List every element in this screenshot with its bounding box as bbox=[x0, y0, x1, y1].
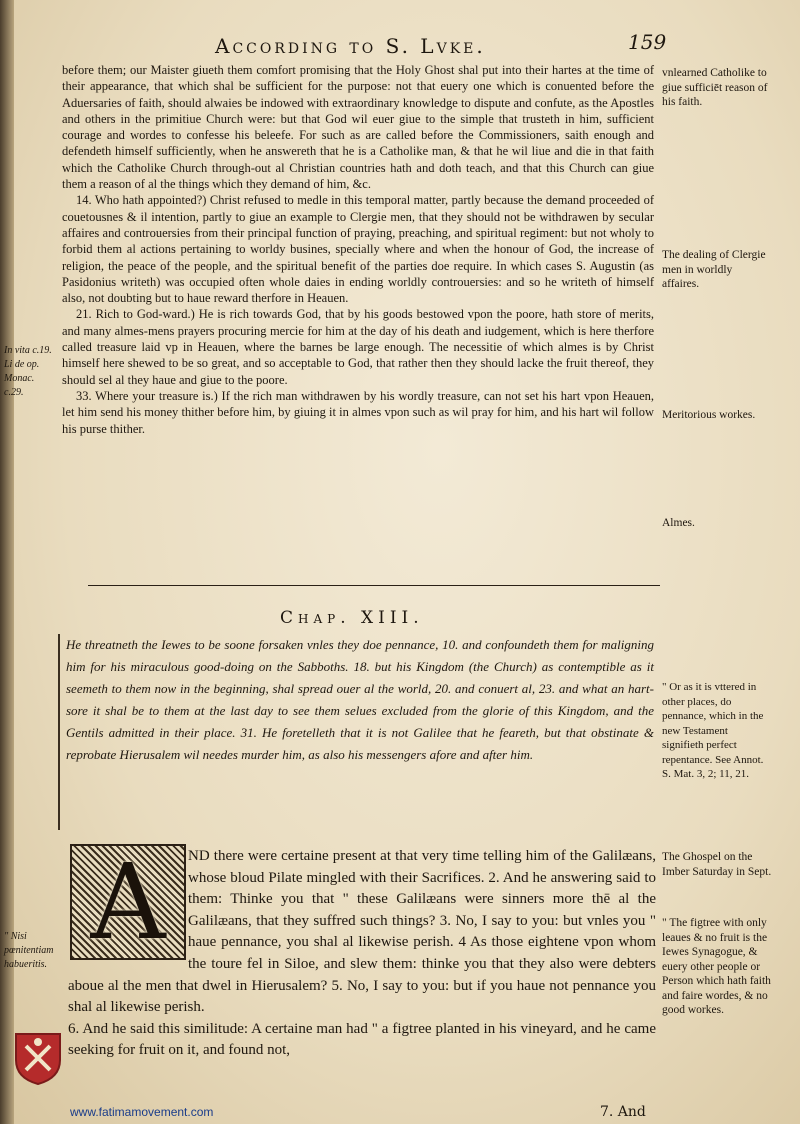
papal-emblem-icon bbox=[12, 1030, 64, 1086]
annotation-paragraph: before them; our Maister giueth them comfort promising that the Holy Ghost shal put into their hartes at the time of their appearance, that which shal be sufficient for the purpose: not that euery one which is conuented before the Aduersaries of faith, should alwaies be indowed with extraordinary knowledge to dispute and confute, as the Apostles and others in the primitiue Church were: but that God wil euer giue to the simple that trusteth in him, sufficient courage and wordes to confesse his beleefe. For such as are called before the Commissioners, saith enough and defendeth himself sufficiently, when he answereth that he is a Catholike man, & that he wil liue and die in that faith which the Catholike Church through-out al Christian countries hath and doth teach, and that this Church can giue them a reason of al the things which they demand of him, &c. bbox=[62, 63, 654, 192]
page-number: 159 bbox=[628, 30, 667, 54]
annotation-paragraph: 21. Rich to God-ward.) He is rich towards God, that by his goods bestowed vpon the poore, hath store of merits, and many almes-mens prayers procuring mercie for him at the day of his death and iudgement, which is here therfore called treasure laid vp in Heauen, where the barnes be large enough. The necessitie of which almes is by Christ himself here shewed to be so great, and so acceptable to God, that rather then they should lacke the fruit thereof, they should sel al they haue and giue to the poore. bbox=[62, 307, 654, 387]
gospel-text bbox=[68, 841, 656, 1062]
initial-letter: A bbox=[90, 841, 166, 963]
gospel-paragraph: ND there were certaine present at that very time telling him of the Galilæans, whose bloud Pilate mingled with their Sacrifices. 2. And he answering said to them: Thinke you that " these Galilæans were sinners more thē al the Galilæans, that they suffred such things? 3. No, I say to you: but vnles you " haue pennance, you shal al likewise perish. 4 As those eightene vpon whom the toure fel in Siloe, and slew them: thinke you that they also were debters aboue al the men that dwel in Hierusalem? 5. No, I say to you: but if you haue not pennance you shal al likewise perish. bbox=[68, 848, 656, 1016]
margin-note-right: vnlearned Catholike to giue sufficiēt reason of his faith. bbox=[662, 67, 768, 108]
margin-note-right: Almes. bbox=[662, 517, 695, 529]
catchword: 7. And bbox=[600, 1104, 646, 1120]
margin-note-left: In vita c.19. Li de op. Monac. c.29. bbox=[4, 345, 52, 398]
gospel-paragraph: 6. And he said this similitude: A certaine man had " a figtree planted in his vineyard, and he came seeking for fruit on it, and found not, bbox=[68, 1020, 656, 1059]
chapter-heading: Chap. XIII. bbox=[280, 608, 424, 628]
website-watermark[interactable]: www.fatimamovement.com bbox=[70, 1105, 214, 1119]
margin-note-left: " Nisi pœnitentiam habueritis. bbox=[4, 931, 54, 970]
section-divider bbox=[88, 585, 660, 586]
annotations-block bbox=[62, 62, 654, 437]
annotation-paragraph: 14. Who hath appointed?) Christ refused to medle in this temporal matter, partly because the demand proceeded of couetousnes & il intention, partly to giue an example to Clergie men, that they should not be withdrawen by secular affaires and controuersies from their principal function of praying, preaching, and spiritual regiment: but not wholy to forbid them al actions pertaining to worldy busines, specially where and when the honour of God, the increase of religion, the peace of the people, and the spiritual benefit of the parties doe require. In which cases S. Augustin (as Pasidonius writeth) was occupied often whole daies in ending worldly controuersies: and so he writeth of himself also, not doubting but to haue reward therfore in Heauen. bbox=[62, 193, 654, 306]
annotation-paragraph: 33. Where your treasure is.) If the rich man withdrawen by his wordly treasure, can not set his hart vpon Heauen, let him send his money thither before him, by giuing it in almes vpon such as wil pray for him, and his hart wil follow his purse thither. bbox=[62, 388, 654, 436]
running-header: According to S. Lvke. bbox=[215, 34, 486, 58]
margin-note-right: The dealing of Clergie men in worldly affaires. bbox=[662, 249, 766, 290]
margin-note-right: Meritorious workes. bbox=[662, 409, 756, 421]
margin-note-right: " Or as it is vttered in other places, do pennance, which in the new Testament signifieth perfect repentance. See Annot. S. Mat. 3, 2; 11, 21. bbox=[662, 681, 764, 780]
margin-note-right: The Ghospel on the Imber Saturday in Sept. bbox=[662, 851, 772, 878]
margin-note-right: " The figtree with only leaues & no fruit is the Iewes Synagogue, & euery other people or Person which hath faith and faire wordes, & no good workes. bbox=[662, 917, 771, 1016]
chapter-summary: He threatneth the Iewes to be soone forsaken vnles they doe pennance, 10. and confoundeth them for maligning him for his miraculous good-doing on the Sabboths. 18. but his Kingdom (the Church) as contemptible as it seemeth to them now in the beginning, shal spread ouer al the world, 20. and conuert al, 23. and what an hart-sore it shal be to them at the last day to see them selues excluded from the glorie of this Kingdom, and the Gentils admitted in their place. 31. He foretelleth that it is not Galilee that he feareth, but that obstinate & reprobate Hierusalem wil needes murder him, as also his messengers afore and after him. bbox=[66, 637, 654, 762]
summary-bar bbox=[58, 634, 60, 830]
